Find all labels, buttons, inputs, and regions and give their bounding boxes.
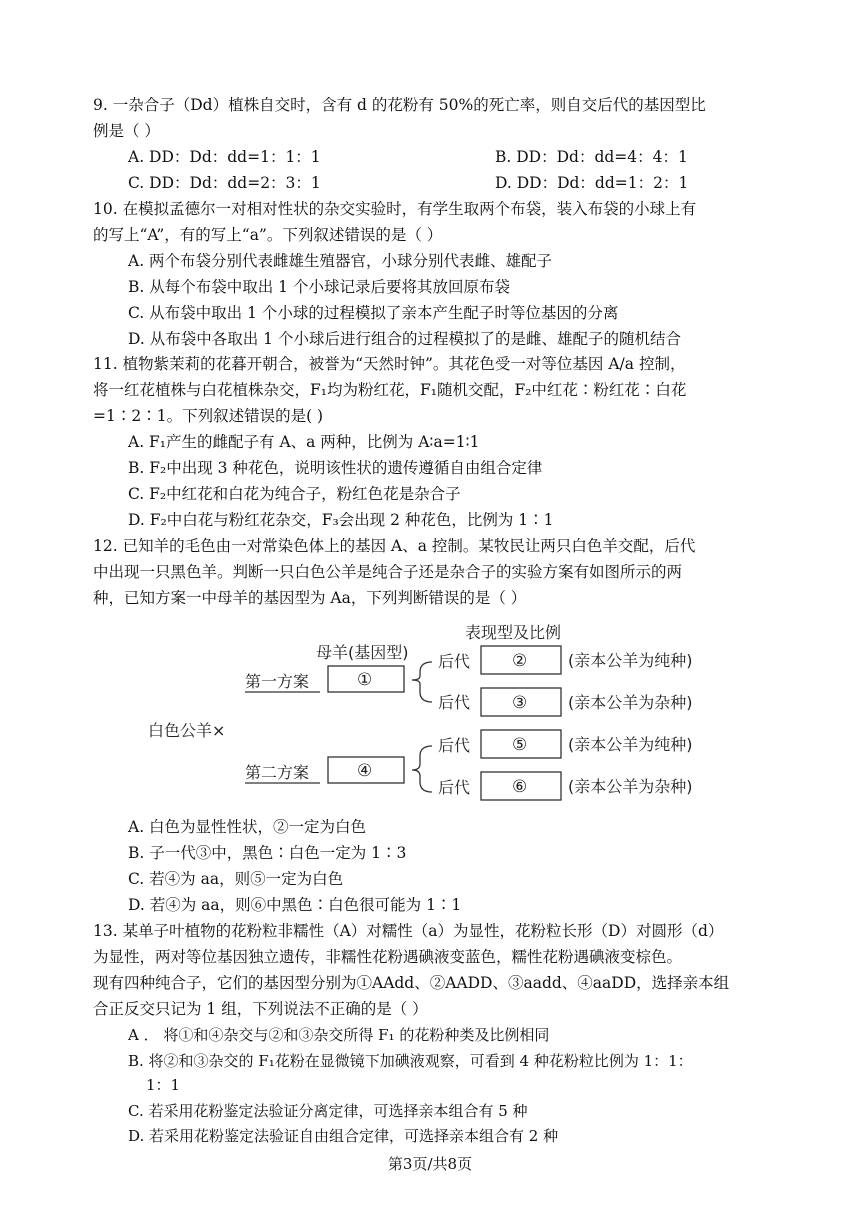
q12-option-b: B. 子一代③中，黑色∶白色一定为 1∶3: [128, 844, 407, 862]
pure-label-2: (亲本公羊为纯种): [568, 651, 693, 670]
q10-option-b: B. 从每个布袋中取出 1 个小球记录后要将其放回原布袋: [128, 278, 510, 296]
q12-stem-line3: 种，已知方案一中母羊的基因型为 Aa，下列判断错误的是（ ）: [93, 589, 527, 607]
q13-stem-line4: 合正反交只记为 1 组，下列说法不正确的是（ ）: [93, 1000, 428, 1018]
white-ram-label: 白色公羊×: [148, 721, 226, 740]
q12-option-d: D. 若④为 aa，则⑥中黑色∶白色很可能为 1∶1: [128, 896, 462, 914]
offspring-label-2: 后代: [438, 652, 471, 671]
offspring-label-6: 后代: [438, 778, 471, 797]
q10-option-a: A. 两个布袋分别代表雌雄生殖器官，小球分别代表雌、雄配子: [128, 252, 553, 270]
q13-option-c: C. 若采用花粉鉴定法验证分离定律，可选择亲本组合有 5 种: [128, 1102, 528, 1120]
offspring-label-3: 后代: [438, 693, 471, 712]
box-5-label: ⑤: [512, 735, 528, 755]
box-3-label: ③: [512, 693, 528, 713]
box-4-label: ④: [357, 761, 373, 781]
hybrid-label-3: (亲本公羊为杂种): [568, 693, 693, 712]
q13-stem-line3: 现有四种纯合子，它们的基因型分别为①AAdd、②AADD、③aadd、④aaDD，选择亲本组: [93, 974, 730, 992]
box-2-label: ②: [512, 651, 528, 671]
q10-option-c: C. 从布袋中取出 1 个小球的过程模拟了亲本产生配子时等位基因的分离: [128, 304, 619, 322]
plan2-label: 第二方案: [245, 763, 310, 782]
q12-stem-line2: 中出现一只黑色羊。判断一只白色公羊是纯合子还是杂合子的实验方案有如图所示的两: [93, 563, 683, 581]
q12-option-c: C. 若④为 aa，则⑤一定为白色: [128, 870, 344, 888]
box-6-label: ⑥: [512, 777, 528, 797]
brace-plan1: [412, 662, 432, 702]
q9-stem-line2: 例是（ ）: [93, 122, 160, 140]
q13-stem-line1: 13. 某单子叶植物的花粉粒非糯性（A）对糯性（a）为显性，花粉粒长形（D）对圆形（d）: [93, 922, 724, 940]
q9-option-c: C. DD：Dd：dd=2：3：1: [128, 174, 321, 192]
plan1-label: 第一方案: [245, 672, 310, 691]
hybrid-label-6: (亲本公羊为杂种): [568, 777, 693, 796]
q11-stem-line3: =1∶2∶1。下列叙述错误的是( ): [93, 407, 324, 425]
q11-stem-line1: 11. 植物紫茉莉的花暮开朝合，被誉为“天然时钟”。其花色受一对等位基因 A/a 控制，: [93, 355, 686, 373]
q11-option-b: B. F₂中出现 3 种花色，说明该性状的遗传遵循自由组合定律: [128, 459, 543, 477]
brace-plan2: [412, 746, 432, 792]
q11-option-a: A. F₁产生的雌配子有 A、a 两种，比例为 A∶a=1∶1: [128, 433, 480, 451]
pure-label-5: (亲本公羊为纯种): [568, 735, 693, 754]
q9-option-a: A. DD：Dd：dd=1：1：1: [128, 148, 321, 166]
q13-option-d: D. 若采用花粉鉴定法验证自由组合定律，可选择亲本组合有 2 种: [128, 1127, 559, 1145]
q10-option-d: D. 从布袋中各取出 1 个小球后进行组合的过程模拟了的是雌、雄配子的随机结合: [128, 330, 681, 348]
q9-option-d: D. DD：Dd：dd=1：2：1: [495, 174, 689, 192]
q10-stem-line2: 的写上“A”，有的写上“a”。下列叙述错误的是（ ）: [93, 226, 443, 244]
diagram-header: 表现型及比例: [465, 623, 562, 642]
q9-option-b: B. DD：Dd：dd=4：4：1: [495, 148, 688, 166]
q13-option-b-line2: 1：1: [146, 1076, 181, 1094]
q11-option-d: D. F₂中白花与粉红花杂交，F₃会出现 2 种花色，比例为 1∶1: [128, 511, 554, 529]
q12-stem-line1: 12. 已知羊的毛色由一对常染色体上的基因 A、a 控制。某牧民让两只白色羊交配，后代: [93, 537, 696, 555]
page-footer: 第3页/共8页: [387, 1155, 473, 1173]
q9-stem-line1: 9. 一杂合子（Dd）植株自交时，含有 d 的花粉有 50%的死亡率，则自交后代的基因型比: [93, 96, 706, 114]
q12-option-a: A. 白色为显性性状，②一定为白色: [128, 818, 367, 836]
q11-option-c: C. F₂中红花和白花为纯合子，粉红色花是杂合子: [128, 485, 461, 503]
q10-stem-line1: 10. 在模拟孟德尔一对相对性状的杂交实验时，有学生取两个布袋，装入布袋的小球上有: [93, 200, 697, 218]
box-1-label: ①: [357, 670, 373, 690]
q13-stem-line2: 为显性，两对等位基因独立遗传，非糯性花粉遇碘液变蓝色，糯性花粉遇碘液变棕色。: [93, 948, 683, 966]
offspring-label-5: 后代: [438, 736, 471, 755]
q13-option-a: A ． 将①和④杂交与②和③杂交所得 F₁ 的花粉种类及比例相同: [128, 1026, 550, 1044]
mother-genotype-label: 母羊(基因型): [316, 643, 409, 662]
q13-option-b-line1: B. 将②和③杂交的 F₁花粉在显微镜下加碘液观察，可看到 4 种花粉粒比例为 1：1：: [128, 1052, 693, 1070]
q11-stem-line2: 将一红花植株与白花植株杂交，F₁均为粉红花，F₁随机交配，F₂中红花∶粉红花∶白花: [93, 381, 687, 399]
